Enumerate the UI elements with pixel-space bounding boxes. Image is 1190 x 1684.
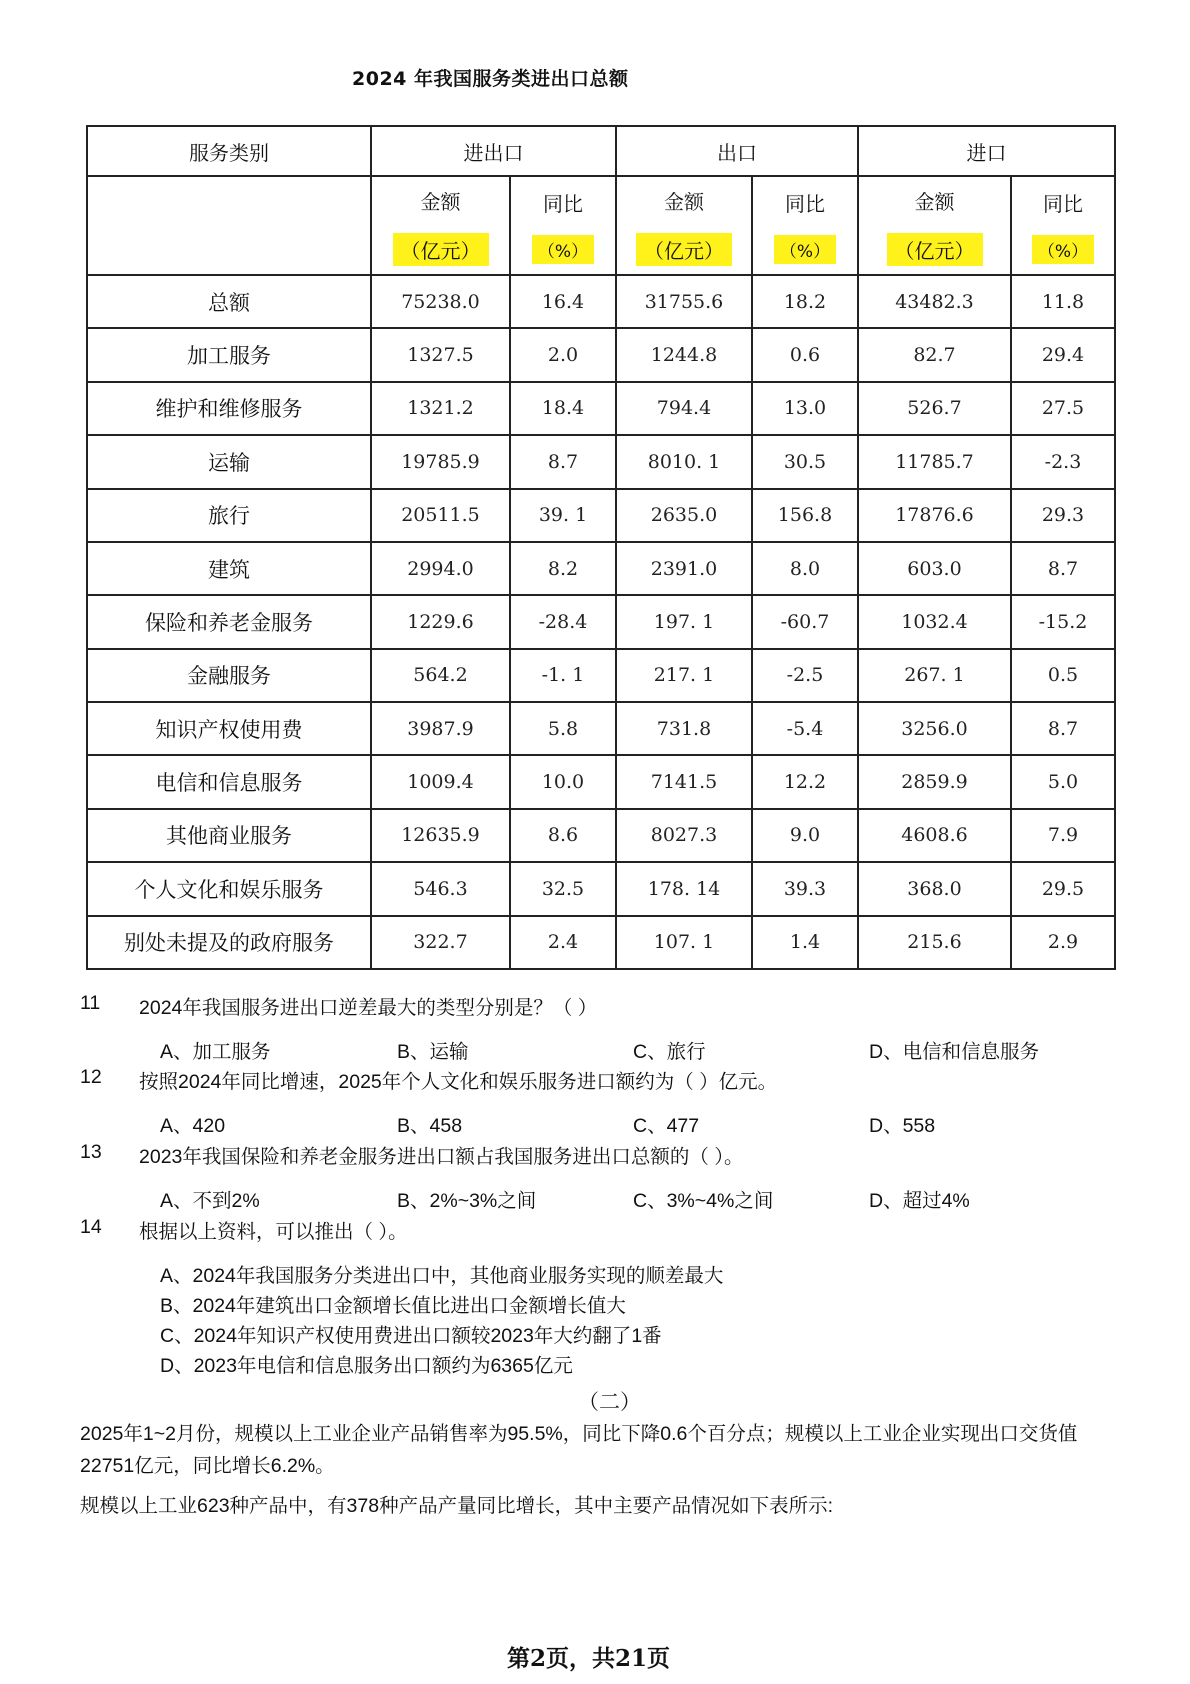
cell-imp-yoy: 29.4 bbox=[1011, 328, 1115, 381]
cell-exp: 8010. 1 bbox=[616, 435, 752, 488]
answer-option[interactable]: A、加工服务 bbox=[160, 1041, 271, 1063]
answer-option[interactable]: A、不到2% bbox=[160, 1190, 260, 1212]
cell-total: 322.7 bbox=[371, 916, 510, 969]
cell-exp: 2635.0 bbox=[616, 489, 752, 542]
cell-imp: 1032.4 bbox=[858, 595, 1011, 648]
section-heading: （二） bbox=[578, 1391, 641, 1414]
unit-highlight: （%） bbox=[1032, 235, 1094, 264]
row-category: 维护和维修服务 bbox=[87, 382, 371, 435]
question-number: 11 bbox=[80, 992, 101, 1014]
cell-total-yoy: 8.6 bbox=[510, 809, 616, 862]
table-row bbox=[87, 755, 1115, 808]
answer-option[interactable]: D、电信和信息服务 bbox=[869, 1041, 1040, 1063]
cell-exp-yoy: 156.8 bbox=[752, 489, 858, 542]
cell-imp: 368.0 bbox=[858, 862, 1011, 915]
answer-option[interactable]: D、2023年电信和信息服务出口额约为6365亿元 bbox=[160, 1355, 573, 1377]
cell-total-yoy: -28.4 bbox=[510, 595, 616, 648]
row-category: 个人文化和娱乐服务 bbox=[87, 862, 371, 915]
table-row bbox=[87, 809, 1115, 862]
unit-highlight: （亿元） bbox=[636, 233, 732, 266]
cell-imp: 267. 1 bbox=[858, 649, 1011, 702]
cell-total: 2994.0 bbox=[371, 542, 510, 595]
table-row bbox=[87, 275, 1115, 328]
cell-imp-yoy: 0.5 bbox=[1011, 649, 1115, 702]
row-category: 建筑 bbox=[87, 542, 371, 595]
row-category: 总额 bbox=[87, 275, 371, 328]
header-row-1 bbox=[87, 126, 1115, 176]
cell-total: 564.2 bbox=[371, 649, 510, 702]
header-ie-yoy: 同比 （%） bbox=[510, 176, 616, 275]
table-row bbox=[87, 435, 1115, 488]
cell-imp-yoy: -15.2 bbox=[1011, 595, 1115, 648]
cell-imp: 215.6 bbox=[858, 916, 1011, 969]
unit-highlight: （亿元） bbox=[887, 233, 983, 266]
cell-exp-yoy: 1.4 bbox=[752, 916, 858, 969]
cell-total: 20511.5 bbox=[371, 489, 510, 542]
row-category: 运输 bbox=[87, 435, 371, 488]
header-imp-yoy: 同比 （%） bbox=[1011, 176, 1115, 275]
question-text: 按照2024年同比增速，2025年个人文化和娱乐服务进口额约为（ ）亿元。 bbox=[139, 1071, 778, 1093]
section-paragraph-2: 规模以上工业623种产品中，有378种产品产量同比增长，其中主要产品情况如下表所示: bbox=[80, 1495, 833, 1517]
cell-exp: 8027.3 bbox=[616, 809, 752, 862]
cell-total-yoy: 8.2 bbox=[510, 542, 616, 595]
cell-total: 19785.9 bbox=[371, 435, 510, 488]
answer-option[interactable]: C、477 bbox=[633, 1115, 700, 1137]
cell-exp-yoy: -5.4 bbox=[752, 702, 858, 755]
cell-imp-yoy: 27.5 bbox=[1011, 382, 1115, 435]
cell-imp-yoy: 7.9 bbox=[1011, 809, 1115, 862]
table-row bbox=[87, 489, 1115, 542]
cell-exp-yoy: 8.0 bbox=[752, 542, 858, 595]
cell-imp-yoy: 2.9 bbox=[1011, 916, 1115, 969]
answer-option[interactable]: D、558 bbox=[869, 1115, 936, 1137]
cell-exp: 2391.0 bbox=[616, 542, 752, 595]
cell-total: 1321.2 bbox=[371, 382, 510, 435]
cell-exp: 794.4 bbox=[616, 382, 752, 435]
question-number: 14 bbox=[80, 1216, 102, 1238]
cell-imp-yoy: 29.5 bbox=[1011, 862, 1115, 915]
cell-exp: 731.8 bbox=[616, 702, 752, 755]
cell-exp-yoy: 12.2 bbox=[752, 755, 858, 808]
row-category: 知识产权使用费 bbox=[87, 702, 371, 755]
cell-exp-yoy: 18.2 bbox=[752, 275, 858, 328]
header-export: 出口 bbox=[616, 126, 858, 176]
answer-option[interactable]: B、运输 bbox=[397, 1041, 469, 1063]
cell-imp: 11785.7 bbox=[858, 435, 1011, 488]
cell-exp: 107. 1 bbox=[616, 916, 752, 969]
cell-exp: 7141.5 bbox=[616, 755, 752, 808]
table-row bbox=[87, 382, 1115, 435]
cell-exp: 1244.8 bbox=[616, 328, 752, 381]
header-import-export: 进出口 bbox=[371, 126, 616, 176]
cell-imp-yoy: 29.3 bbox=[1011, 489, 1115, 542]
header-ie-amount: 金额 （亿元） bbox=[371, 176, 510, 275]
cell-total: 1229.6 bbox=[371, 595, 510, 648]
row-category: 加工服务 bbox=[87, 328, 371, 381]
cell-total-yoy: 5.8 bbox=[510, 702, 616, 755]
cell-exp-yoy: 9.0 bbox=[752, 809, 858, 862]
question-text: 2024年我国服务进出口逆差最大的类型分别是？（ ） bbox=[139, 997, 598, 1019]
row-category: 别处未提及的政府服务 bbox=[87, 916, 371, 969]
cell-total-yoy: 16.4 bbox=[510, 275, 616, 328]
answer-option[interactable]: C、旅行 bbox=[633, 1041, 706, 1063]
table-row bbox=[87, 649, 1115, 702]
cell-total: 3987.9 bbox=[371, 702, 510, 755]
cell-imp: 2859.9 bbox=[858, 755, 1011, 808]
cell-total-yoy: 2.0 bbox=[510, 328, 616, 381]
table-row bbox=[87, 595, 1115, 648]
header-import: 进口 bbox=[858, 126, 1115, 176]
cell-total: 12635.9 bbox=[371, 809, 510, 862]
cell-imp-yoy: 8.7 bbox=[1011, 702, 1115, 755]
cell-exp-yoy: -2.5 bbox=[752, 649, 858, 702]
question-text: 2023年我国保险和养老金服务进出口额占我国服务进出口总额的（ ）。 bbox=[139, 1146, 744, 1168]
cell-total: 546.3 bbox=[371, 862, 510, 915]
row-category: 电信和信息服务 bbox=[87, 755, 371, 808]
cell-imp-yoy: 5.0 bbox=[1011, 755, 1115, 808]
cell-exp-yoy: 13.0 bbox=[752, 382, 858, 435]
answer-option[interactable]: A、420 bbox=[160, 1115, 226, 1137]
table-title: 2024 年我国服务类进出口总额 bbox=[352, 68, 629, 90]
cell-imp: 43482.3 bbox=[858, 275, 1011, 328]
page-footer: 第2页，共21页 bbox=[507, 1645, 671, 1672]
cell-exp: 217. 1 bbox=[616, 649, 752, 702]
cell-imp: 17876.6 bbox=[858, 489, 1011, 542]
cell-total: 75238.0 bbox=[371, 275, 510, 328]
question-number: 12 bbox=[80, 1066, 102, 1088]
cell-imp: 526.7 bbox=[858, 382, 1011, 435]
cell-total-yoy: 8.7 bbox=[510, 435, 616, 488]
answer-option[interactable]: A、2024年我国服务分类进出口中，其他商业服务实现的顺差最大 bbox=[160, 1265, 724, 1287]
header-blank bbox=[87, 176, 371, 275]
table-row bbox=[87, 862, 1115, 915]
answer-option[interactable]: D、超过4% bbox=[869, 1190, 970, 1212]
header-exp-amount: 金额 （亿元） bbox=[616, 176, 752, 275]
cell-exp-yoy: 39.3 bbox=[752, 862, 858, 915]
row-category: 保险和养老金服务 bbox=[87, 595, 371, 648]
cell-exp: 178. 14 bbox=[616, 862, 752, 915]
unit-highlight: （亿元） bbox=[393, 233, 489, 266]
table-row bbox=[87, 542, 1115, 595]
cell-total-yoy: 10.0 bbox=[510, 755, 616, 808]
question-number: 13 bbox=[80, 1141, 102, 1163]
cell-total: 1327.5 bbox=[371, 328, 510, 381]
table-row bbox=[87, 916, 1115, 969]
answer-option[interactable]: B、2%~3%之间 bbox=[397, 1190, 537, 1212]
cell-imp: 4608.6 bbox=[858, 809, 1011, 862]
table-row bbox=[87, 328, 1115, 381]
row-category: 金融服务 bbox=[87, 649, 371, 702]
answer-option[interactable]: C、2024年知识产权使用费进出口额较2023年大约翻了1番 bbox=[160, 1325, 662, 1347]
cell-imp: 82.7 bbox=[858, 328, 1011, 381]
cell-total-yoy: 39. 1 bbox=[510, 489, 616, 542]
header-imp-amount: 金额 （亿元） bbox=[858, 176, 1011, 275]
cell-imp: 603.0 bbox=[858, 542, 1011, 595]
answer-option[interactable]: B、2024年建筑出口金额增长值比进出口金额增长值大 bbox=[160, 1295, 626, 1317]
cell-total-yoy: 2.4 bbox=[510, 916, 616, 969]
cell-imp-yoy: 11.8 bbox=[1011, 275, 1115, 328]
cell-exp-yoy: 30.5 bbox=[752, 435, 858, 488]
header-exp-yoy: 同比 （%） bbox=[752, 176, 858, 275]
services-trade-table bbox=[86, 125, 1116, 970]
cell-exp-yoy: 0.6 bbox=[752, 328, 858, 381]
cell-exp-yoy: -60.7 bbox=[752, 595, 858, 648]
cell-total-yoy: 32.5 bbox=[510, 862, 616, 915]
table-row bbox=[87, 702, 1115, 755]
unit-highlight: （%） bbox=[774, 235, 836, 264]
cell-exp: 31755.6 bbox=[616, 275, 752, 328]
row-category: 其他商业服务 bbox=[87, 809, 371, 862]
cell-total: 1009.4 bbox=[371, 755, 510, 808]
header-row-2 bbox=[87, 176, 1115, 275]
answer-option[interactable]: C、3%~4%之间 bbox=[633, 1190, 774, 1212]
header-category: 服务类别 bbox=[87, 126, 371, 176]
cell-imp-yoy: -2.3 bbox=[1011, 435, 1115, 488]
unit-highlight: （%） bbox=[532, 235, 594, 264]
cell-total-yoy: -1. 1 bbox=[510, 649, 616, 702]
cell-imp-yoy: 8.7 bbox=[1011, 542, 1115, 595]
cell-imp: 3256.0 bbox=[858, 702, 1011, 755]
answer-option[interactable]: B、458 bbox=[397, 1115, 463, 1137]
question-text: 根据以上资料，可以推出（ ）。 bbox=[139, 1221, 408, 1243]
cell-exp: 197. 1 bbox=[616, 595, 752, 648]
cell-total-yoy: 18.4 bbox=[510, 382, 616, 435]
section-paragraph-1: 2025年1~2月份，规模以上工业企业产品销售率为95.5%，同比下降0.6个百分点；规模以上工业企业实现出口交货值22751亿元，同比增长6.2%。 bbox=[80, 1423, 1078, 1477]
row-category: 旅行 bbox=[87, 489, 371, 542]
